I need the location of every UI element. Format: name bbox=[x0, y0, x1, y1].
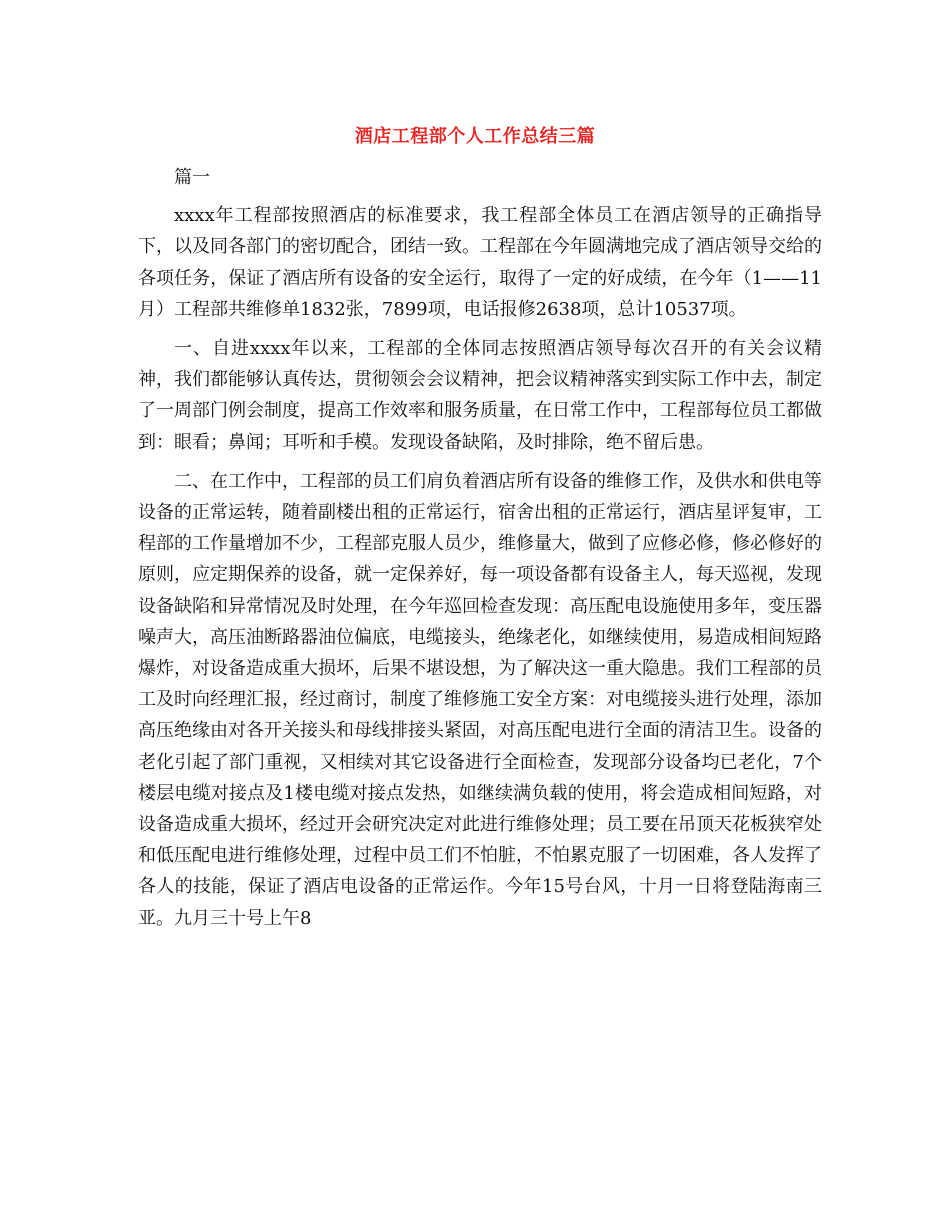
section-label: 篇一 bbox=[174, 167, 210, 188]
paragraph-section-one: 一、自进xxxx年以来，工程部的全体同志按照酒店领导每次召开的有关会议精神，我们都能够认真传达，贯彻领会会议精神，把会议精神落实到实际工作中去，制定了一周部门例会制度，提高工作效率和服务质量，在日常工作中，工程部每位员工都做到：眼看；鼻闻；耳听和手模。发现设备缺陷，及时排除，绝不留后患。 bbox=[138, 338, 822, 453]
paragraph-intro: xxxx年工程部按照酒店的标准要求，我工程部全体员工在酒店领导的正确指导下，以及同各部门的密切配合，团结一致。工程部在今年圆满地完成了酒店领导交给的各项任务，保证了酒店所有设备的安全运行，取得了一定的好成绩，在今年（1——11月）工程部共维修单1832张，7899项，电话报修2638项，总计10537项。 bbox=[138, 205, 822, 320]
document-body bbox=[138, 160, 822, 934]
paragraph-section-two: 二、在工作中，工程部的员工们肩负着酒店所有设备的维修工作，及供水和供电等设备的正常运转，随着副楼出租的正常运行，宿舍出租的正常运行，酒店星评复审，工程部的工作量增加不少，工程部克服人员少，维修量大，做到了应修必修，修必修好的原则，应定期保养的设备，就一定保养好，每一项设备都有设备主人，每天巡视，发现设备缺陷和异常情况及时处理，在今年巡回检查发现：高压配电设施使用多年，变压器噪声大，高压油断路器油位偏底，电缆接头，绝缘老化，如继续使用，易造成相间短路爆炸，对设备造成重大损坏，后果不堪设想，为了解决这一重大隐患。我们工程部的员工及时向经理汇报，经过商讨，制度了维修施工安全方案：对电缆接头进行处理，添加高压绝缘由对各开关接头和母线排接头紧固，对高压配电进行全面的清洁卫生。设备的老化引起了部门重视，又相续对其它设备进行全面检查，发现部分设备均已老化，7个楼层电缆对接点及1楼电缆对接点发热，如继续满负载的使用，将会造成相间短路，对设备造成重大损坏，经过开会研究决定对此进行维修处理；员工要在吊顶天花板狭窄处和低压配电进行维修处理，过程中员工们不怕脏，不怕累克服了一切困难，各人发挥了各人的技能，保证了酒店电设备的正常运作。今年15号台风，十月一日将登陆海南三亚。九月三十号上午8 bbox=[138, 470, 822, 929]
document-title: 酒店工程部个人工作总结三篇 bbox=[354, 126, 596, 147]
